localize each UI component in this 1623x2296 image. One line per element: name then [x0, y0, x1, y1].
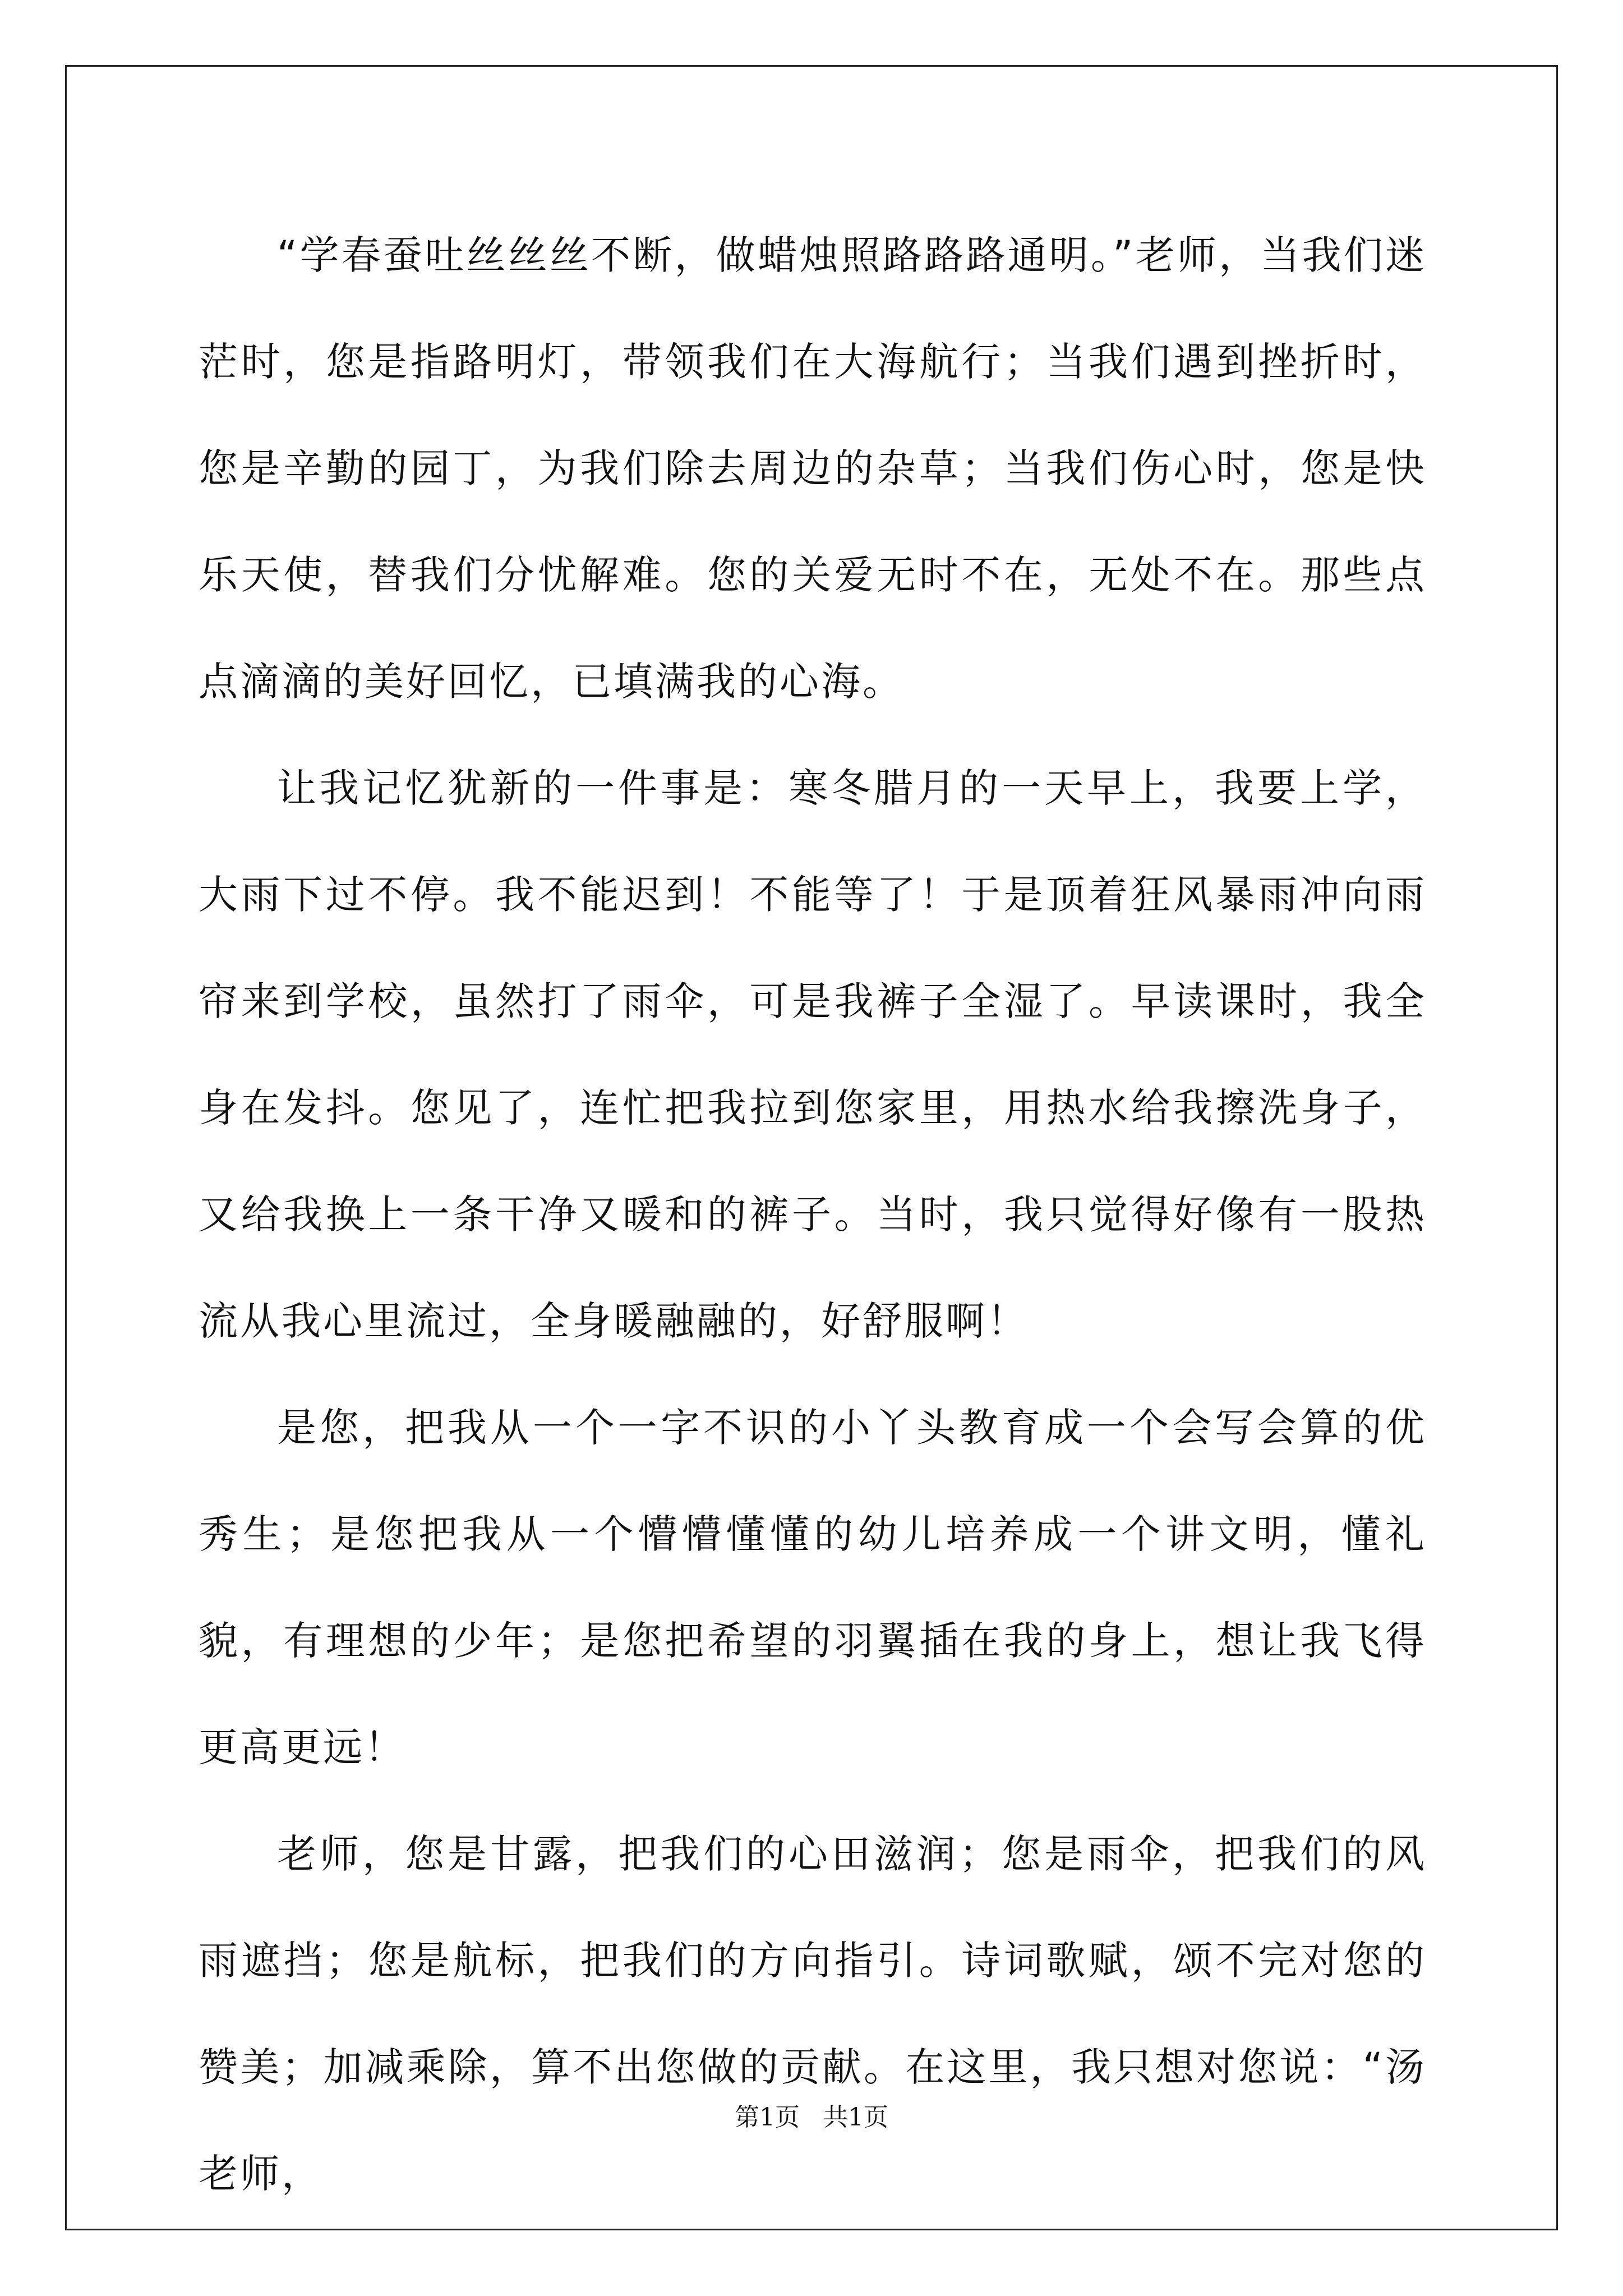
- page-number-footer: 第1页 共1页: [735, 2103, 888, 2132]
- paragraph: 老师，您是甘露，把我们的心田滋润；您是雨伞，把我们的风雨遮挡；您是航标，把我们的方向指引。诗词歌赋，颂不完对您的赞美；加减乘除，算不出您做的贡献。在这里，我只想对您说：“汤老师，: [199, 1831, 1427, 2197]
- paragraph: 是您，把我从一个一字不识的小丫头教育成一个会写会算的优秀生；是您把我从一个懵懵懂懂的幼儿培养成一个讲文明，懂礼貌，有理想的少年；是您把希望的羽翼插在我的身上，想让我飞得更高更远！: [199, 1405, 1427, 1770]
- document-body: [199, 202, 1427, 2227]
- paragraph: “学春蚕吐丝丝丝不断，做蜡烛照路路路通明。”老师，当我们迷茫时，您是指路明灯，带领我们在大海航行；当我们遇到挫折时，您是辛勤的园丁，为我们除去周边的杂草；当我们伤心时，您是快乐天使，替我们分忧解难。您的关爱无时不在，无处不在。那些点点滴滴的美好回忆，已填满我的心海。: [199, 232, 1427, 705]
- paragraph: 让我记忆犹新的一件事是：寒冬腊月的一天早上，我要上学，大雨下过不停。我不能迟到！不能等了！于是顶着狂风暴雨冲向雨帘来到学校，虽然打了雨伞，可是我裤子全湿了。早读课时，我全身在发抖。您见了，连忙把我拉到您家里，用热水给我擦洗身子，又给我换上一条干净又暖和的裤子。当时，我只觉得好像有一股热流从我心里流过，全身暖融融的，好舒服啊！: [199, 765, 1427, 1344]
